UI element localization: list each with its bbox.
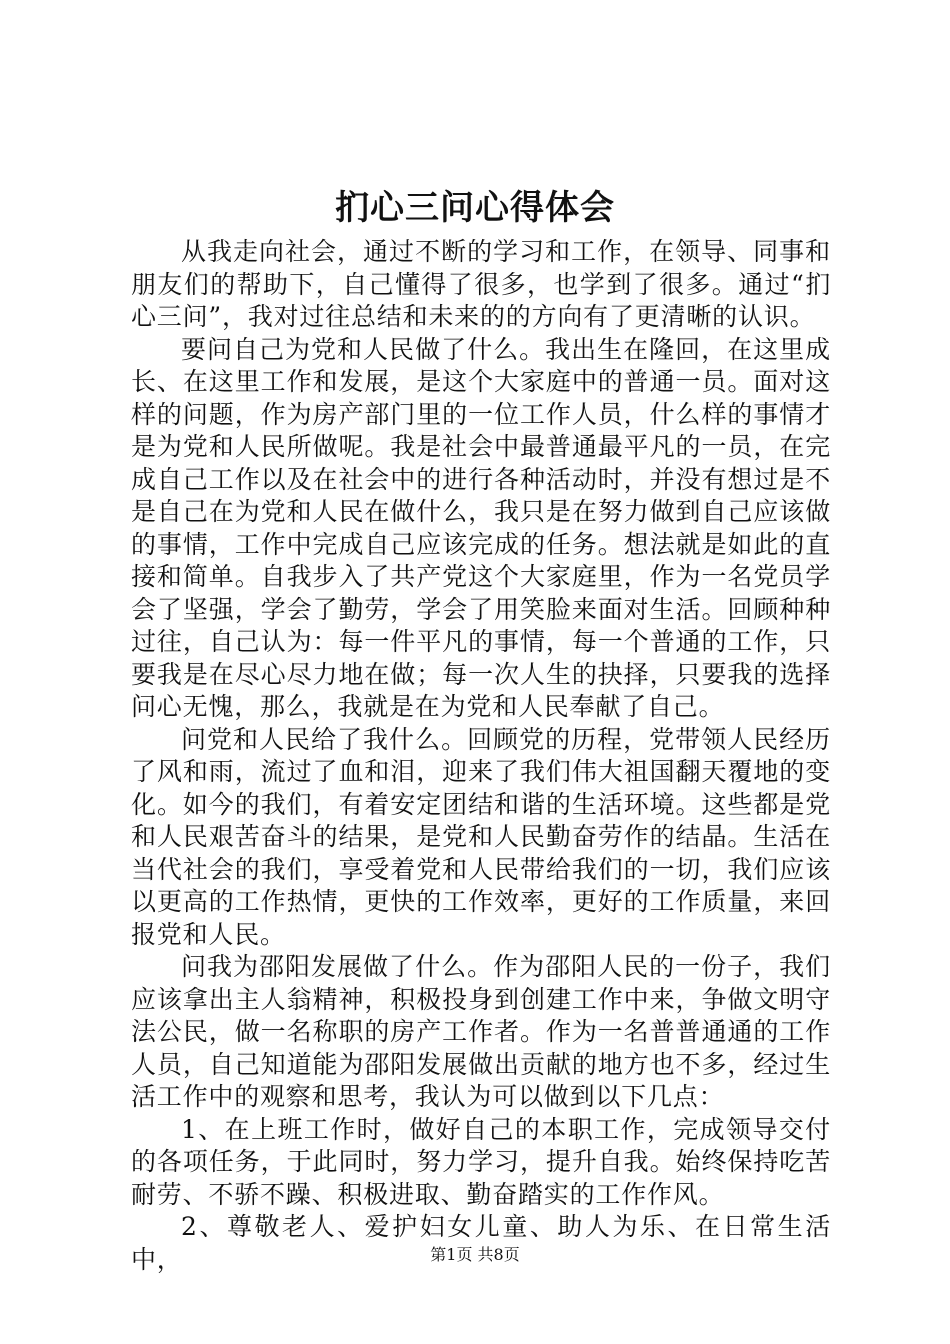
paragraph-question-one: 要问自己为党和人民做了什么。我出生在隆回，在这里成长、在这里工作和发展，是这个大家庭中的普通一员。面对这样的问题，作为房产部门里的一位工作人员，什么样的事情才是为党和人民所做呢。我是社会中最普通最平凡的一员，在完成自己工作以及在社会中的进行各种活动时，并没有想过是不是自己在为党和人民在做什么，我只是在努力做到自己应该做的事情，工作中完成自己应该完成的任务。想法就是如此的直接和简单。自我步入了共产党这个大家庭里，作为一名党员学会了坚强，学会了勤劳，学会了用笑脸来面对生活。回顾种种过往，自己认为：每一件平凡的事情，每一个普通的工作，只要我是在尽心尽力地在做；每一次人生的抉择，只要我的选择问心无愧，那么，我就是在为党和人民奉献了自己。 xyxy=(131,334,831,721)
paragraph-intro: 从我走向社会，通过不断的学习和工作，在领导、同事和朋友们的帮助下，自己懂得了很多，也学到了很多。通过“扪心三问”，我对过往总结和未来的的方向有了更清晰的认识。 xyxy=(131,237,831,331)
paragraph-point-one: 1、在上班工作时，做好自己的本职工作，完成领导交付的各项任务，于此同时，努力学习，提升自我。始终保持吃苦耐劳、不骄不躁、积极进取、勤奋踏实的工作作风。 xyxy=(131,1114,831,1209)
document-body xyxy=(131,236,831,1276)
paragraph-question-three: 问我为邵阳发展做了什么。作为邵阳人民的一份子，我们应该拿出主人翁精神，积极投身到创建工作中来，争做文明守法公民，做一名称职的房产工作者。作为一名普普通通的工作人员，自己知道能为邵阳发展做出贡献的地方也不多，经过生活工作中的观察和思考，我认为可以做到以下几点： xyxy=(131,952,831,1111)
page-footer: 第1页 共8页 xyxy=(430,1245,520,1264)
document-title: 扪心三问心得体会 xyxy=(335,188,615,228)
paragraph-question-two: 问党和人民给了我什么。回顾党的历程，党带领人民经历了风和雨，流过了血和泪，迎来了我们伟大祖国翻天覆地的变化。如今的我们，有着安定团结和谐的生活环境。这些都是党和人民艰苦奋斗的结果，是党和人民勤奋劳作的结晶。生活在当代社会的我们，享受着党和人民带给我们的一切，我们应该以更高的工作热情，更快的工作效率，更好的工作质量，来回报党和人民。 xyxy=(131,724,831,949)
paragraph-point-two: 2、尊敬老人、爱护妇女儿童、助人为乐、在日常生活中， xyxy=(131,1212,831,1274)
